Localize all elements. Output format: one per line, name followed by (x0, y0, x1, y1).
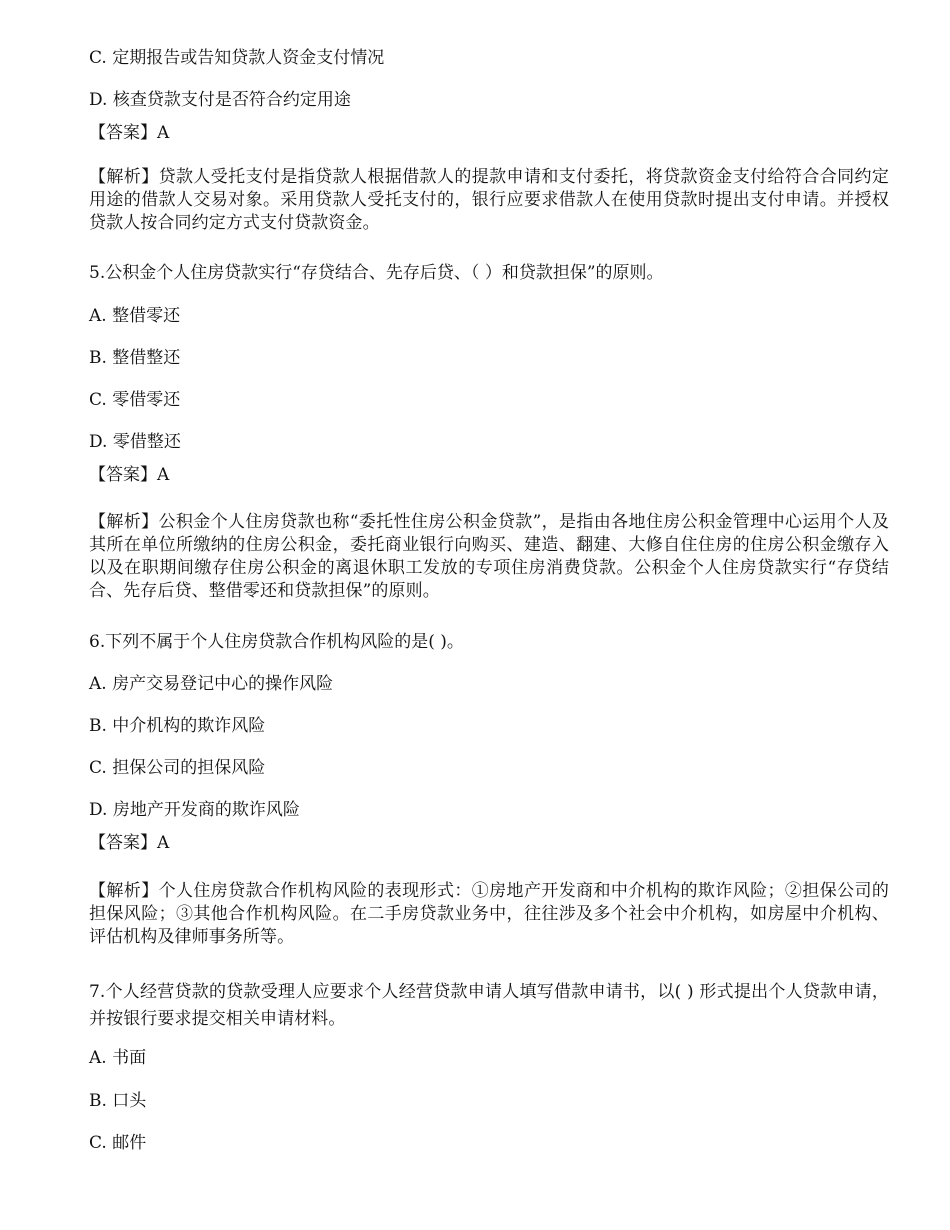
q6-option-d: D. 房地产开发商的欺诈风险 (89, 800, 300, 820)
q6-answer: 【答案】A (89, 833, 170, 853)
q5-analysis: 【解析】公积金个人住房贷款也称“委托性住房公积金贷款”，是指由各地住房公积金管理中心运用个人及其所在单位所缴纳的住房公积金，委托商业银行向购买、建造、翻建、大修自住住房的住房公积金缴存入以及在职期间缴存住房公积金的离退休职工发放的专项住房消费贷款。公积金个人住房贷款实行“存贷结合、先存后贷、整借零还和贷款担保”的原则。 (89, 512, 889, 601)
q5-question: 5.公积金个人住房贷款实行“存贷结合、先存后贷、（ ）和贷款担保”的原则。 (89, 263, 664, 283)
q6-question: 6.下列不属于个人住房贷款合作机构风险的是( )。 (89, 632, 464, 652)
q6-option-b: B. 中介机构的欺诈风险 (89, 716, 266, 736)
q7-option-a: A. 书面 (89, 1048, 147, 1068)
q6-option-a: A. 房产交易登记中心的操作风险 (89, 674, 334, 694)
q5-option-c: C. 零借零还 (89, 390, 181, 410)
q5-option-d: D. 零借整还 (89, 432, 181, 452)
q4-answer: 【答案】A (89, 123, 170, 143)
q5-answer: 【答案】A (89, 465, 170, 485)
q7-question: 7.个人经营贷款的贷款受理人应要求个人经营贷款申请人填写借款申请书，以( ) 形式提出个人贷款申请，并按银行要求提交相关申请材料。 (89, 982, 889, 1029)
q7-option-c: C. 邮件 (89, 1133, 147, 1153)
q4-option-c: C. 定期报告或告知贷款人资金支付情况 (89, 48, 385, 68)
q6-option-c: C. 担保公司的担保风险 (89, 758, 266, 778)
q4-analysis: 【解析】贷款人受托支付是指贷款人根据借款人的提款申请和支付委托，将贷款资金支付给符合合同约定用途的借款人交易对象。采用贷款人受托支付的，银行应要求借款人在使用贷款时提出支付申请。并授权贷款人按合同约定方式支付贷款资金。 (89, 167, 889, 233)
q6-analysis: 【解析】个人住房贷款合作机构风险的表现形式：①房地产开发商和中介机构的欺诈风险；②担保公司的担保风险；③其他合作机构风险。在二手房贷款业务中，往往涉及多个社会中介机构，如房屋中介机构、评估机构及律师事务所等。 (89, 881, 889, 947)
q5-option-a: A. 整借零还 (89, 306, 181, 326)
q5-option-b: B. 整借整还 (89, 348, 181, 368)
q7-option-b: B. 口头 (89, 1091, 147, 1111)
q4-option-d: D. 核查贷款支付是否符合约定用途 (89, 90, 351, 110)
